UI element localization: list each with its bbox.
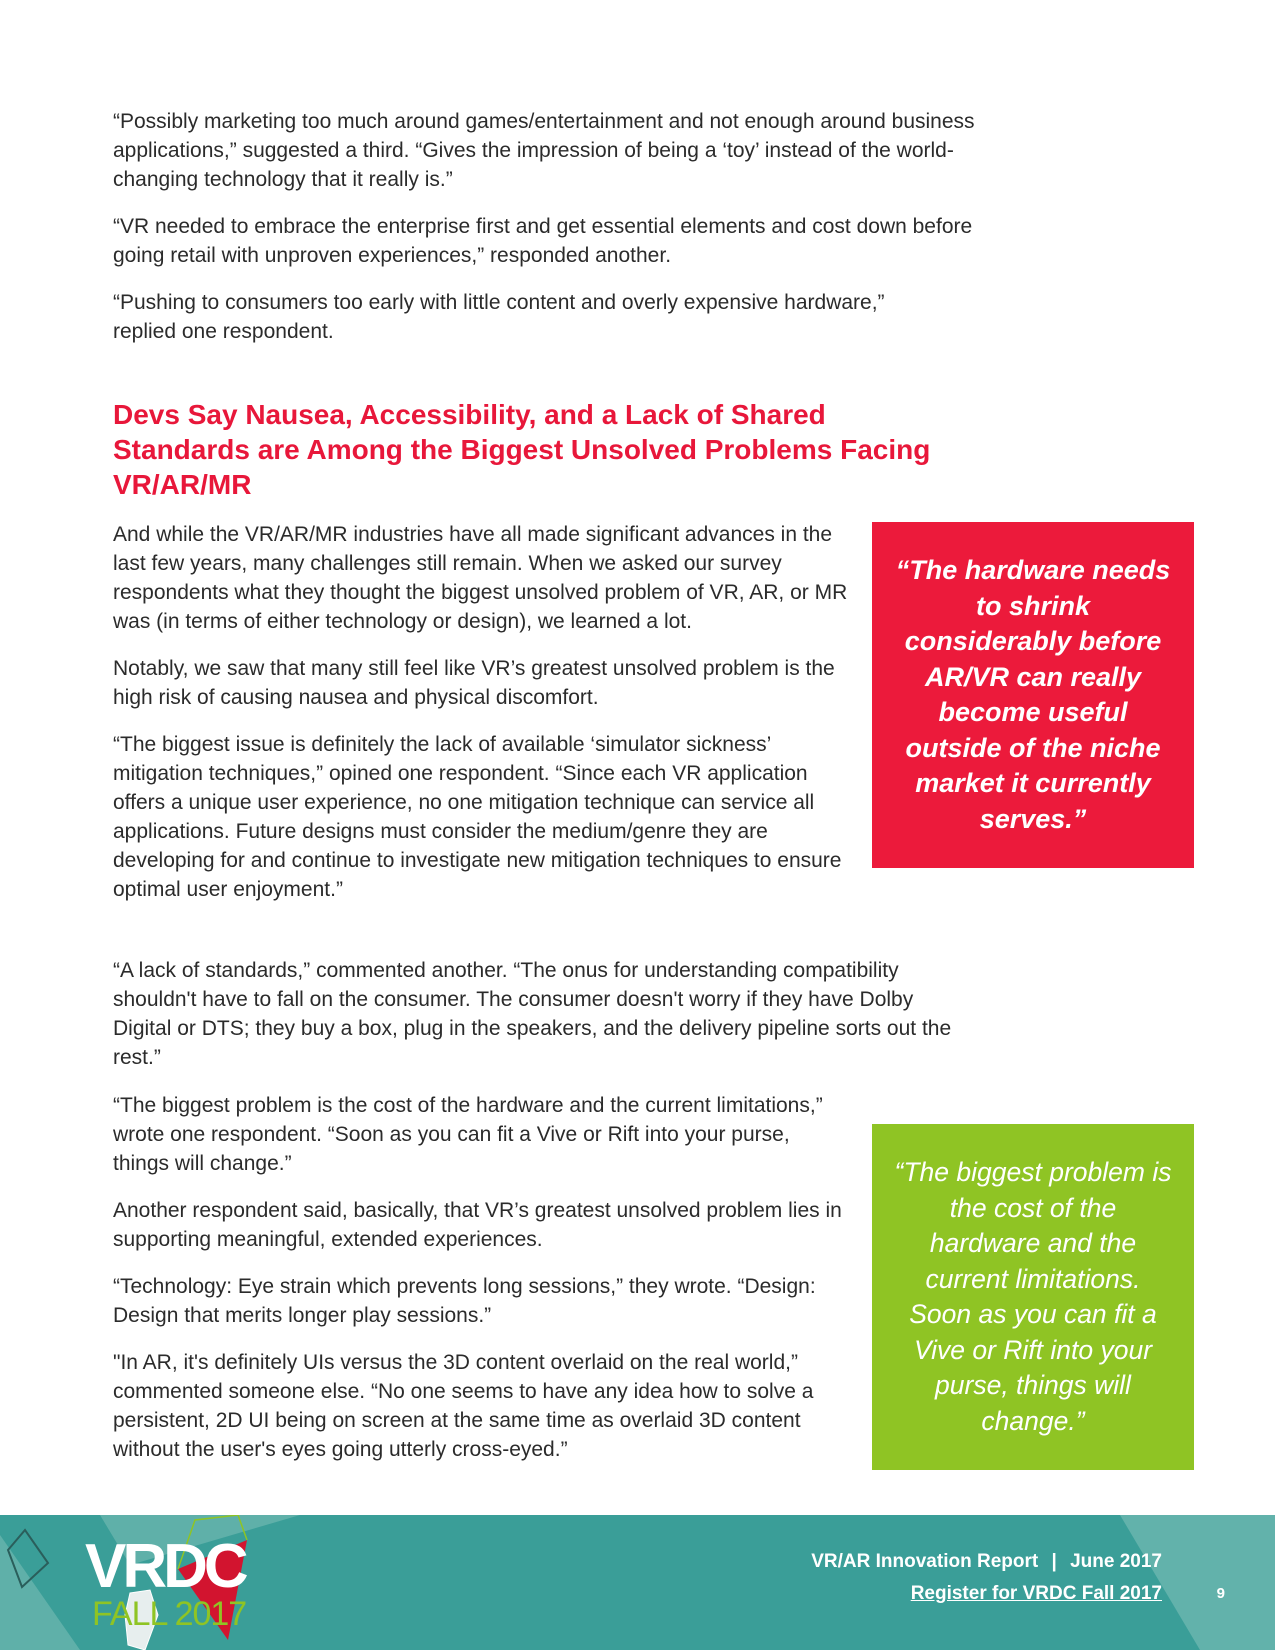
paragraph: “The biggest issue is definitely the lack of available ‘simulator sickness’ mitigation techniques,” opined one respondent. “Since each VR application offers a unique user experience, no one mitigation technique can service all applications. Future designs must consider the medium/genre they are developing for and continue to investigate new mitigation techniques to ensure optimal user enjoyment.” — [113, 733, 842, 901]
paragraph: “The biggest problem is the cost of the hardware and the current limitations,” wrote one respondent. “Soon as you can fit a Vive or Rift into your purse, things will change.” — [113, 1094, 823, 1175]
section2 — [113, 1091, 843, 1464]
footer — [0, 1515, 1275, 1650]
paragraph: “VR needed to embrace the enterprise first and get essential elements and cost down before going retail with unproven experiences,” responded another. — [113, 215, 973, 267]
paragraph: “Technology: Eye strain which prevents long sessions,” they wrote. “Design: Design that merits longer play sessions.” — [113, 1275, 816, 1327]
pull-quote-green: “The biggest problem is the cost of the hardware and the current limitations. Soon as you can fit a Vive or Rift into your purse, things will change.” — [872, 1124, 1194, 1470]
paragraph: Another respondent said, basically, that VR’s greatest unsolved problem lies in supporting meaningful, extended experiences. — [113, 1199, 842, 1251]
vrdc-logo-sub: FALL 2017 — [92, 1595, 247, 1633]
page-number: 9 — [1216, 1585, 1225, 1602]
paragraph: Notably, we saw that many still feel like VR’s greatest unsolved problem is the high risk of causing nausea and physical discomfort. — [113, 657, 835, 709]
pull-quote-red: “The hardware needs to shrink considerably before AR/VR can really become useful outside of the niche market it currently serves.” — [872, 522, 1194, 868]
vrdc-logo: VRDC — [85, 1532, 245, 1601]
paragraph: And while the VR/AR/MR industries have all made significant advances in the last few years, many challenges still remain. When we asked our survey respondents what they thought the biggest unsolved problem of VR, AR, or MR was (in terms of either technology or design), we learned a lot. — [113, 523, 848, 633]
report-title: VR/AR Innovation Report | June 2017 — [811, 1551, 1162, 1572]
wide-paragraph: “A lack of standards,” commented another. “The onus for understanding compatibility shouldn't have to fall on the consumer. The consumer doesn't worry if they have Dolby Digital or DTS; they buy a box, plug in the speakers, and the delivery pipeline sorts out the rest.” — [113, 959, 952, 1069]
paragraph: “Pushing to consumers too early with little content and overly expensive hardware,” replied one respondent. — [113, 291, 885, 343]
section1 — [113, 520, 863, 904]
section-heading: Devs Say Nausea, Accessibility, and a Lack of Shared Standards are Among the Biggest Unsolved Problems Facing VR/AR/MR — [113, 399, 931, 500]
register-link[interactable]: Register for VRDC Fall 2017 — [910, 1583, 1162, 1604]
paragraph: "In AR, it's definitely UIs versus the 3D content overlaid on the real world,” commented someone else. “No one seems to have any idea how to solve a persistent, 2D UI being on screen at the same time as overlaid 3D content without the user's eyes going utterly cross-eyed.” — [113, 1351, 814, 1461]
paragraph: “Possibly marketing too much around games/entertainment and not enough around business applications,” suggested a third. “Gives the impression of being a ‘toy’ instead of the world-changing technology that it really is.” — [113, 110, 975, 191]
top-paragraphs — [113, 107, 993, 346]
